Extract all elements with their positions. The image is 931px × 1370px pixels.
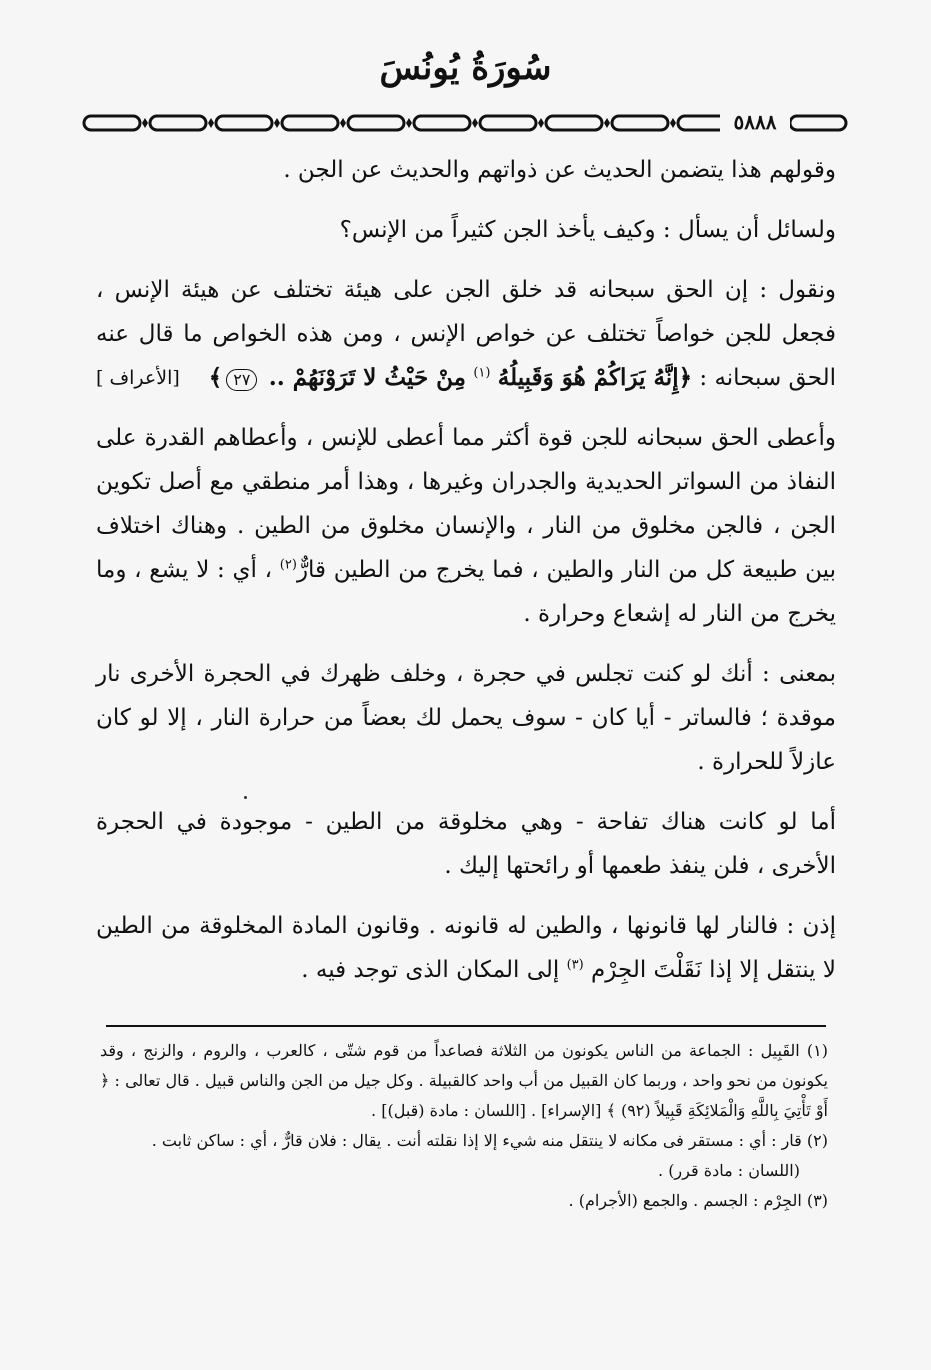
paragraph-2: ولسائل أن يسأل : وكيف يأخذ الجن كثيراً من الإنس؟ [339, 217, 836, 243]
paragraph-6: أما لو كانت هناك تفاحة - وهي مخلوقة من الطين - موجودة في الحجرة الأخرى ، فلن ينفذ طعمها أو رائحتها إليك . [96, 809, 836, 879]
footnote-3: (٣) الجِرْم : الجسم . والجمع (الأجرام) . [568, 1191, 828, 1210]
footnote-divider [106, 1025, 826, 1027]
footnotes [100, 1036, 828, 1216]
ayah-number-badge: ٢٧ [226, 369, 257, 391]
footnote-marker-1: (١) [473, 365, 491, 381]
paragraph-3-intro: ونقول : إن الحق سبحانه قد خلق الجن على هيئة تختلف عن هيئة الإنس ، فجعل للجن خواصاً تختلف عن خواص الإنس ، ومن هذه الخواص ما قال عنه الحق سبحانه : [96, 277, 836, 391]
paragraph-3 [96, 268, 836, 400]
footnote-marker-3: (٣) [566, 957, 584, 973]
paragraph-7-part-a: إذن : فالنار لها قانونها ، والطين له قانونه . وقانون المادة المخلوقة من الطين لا ينتقل إلا إذا نَقَلْتَ الجِرْم [96, 913, 836, 983]
main-text [96, 148, 836, 1008]
paragraph-1: وقولهم هذا يتضمن الحديث عن ذواتهم والحديث عن الجن . [283, 157, 836, 183]
footnote-1: (١) القَبِيل : الجماعة من الناس يكونون من الثلاثة فصاعداً من قوم شتّى ، كالعرب ، والروم ، والزنج ، وقد يكونون من نحو واحد ، وربما كان القبيل من أب واحد كالقبيلة . وكل جيل من الجن والناس قبيل . قال تعالى : ﴿ أَوْ تَأْتِيَ بِاللَّهِ وَالْمَلائِكَةِ قَبِيلاً (٩٢) ﴾ [الإسراء] . [اللسان : مادة (قبل)] . [100, 1041, 828, 1120]
page-number: ٥٨٨٨ [720, 110, 790, 134]
paragraph-5: بمعنى : أنك لو كنت تجلس في حجرة ، وخلف ظهرك في الحجرة الأخرى نار موقدة ؛ فالساتر - أيا كان - سوف يحمل لك بعضاً من حرارة النار ، إلا لو كان عازلاً للحرارة . [96, 661, 836, 775]
quran-verse-part-a: ﴿إِنَّهُ يَرَاكُمْ هُوَ وَقَبِيلُهُ [497, 364, 693, 391]
footnote-2: (٢) قار : أي : مستقر فى مكانه لا ينتقل منه شيء إلا إذا نقلته أنت . يقال : فلان قارٌّ ، أي : ساكن ثابت . [151, 1131, 828, 1150]
print-speck [244, 796, 247, 799]
quran-verse-part-b: مِنْ حَيْثُ لا تَرَوْنَهُمْ .. [268, 364, 466, 391]
surah-title: سُورَةُ يُونُسَ [379, 48, 552, 88]
surah-reference: [الأعراف ] [96, 367, 180, 389]
footnote-2-source: (اللسان : مادة قرر) . [658, 1161, 800, 1180]
verse-close-bracket: ﴾ [208, 364, 223, 391]
paragraph-4 [96, 416, 836, 636]
paragraph-4-part-b: ، أي : لا يشع ، وما يخرج من النار له إشعاع وحرارة . [96, 557, 836, 627]
paragraph-7-part-b: إلى المكان الذى توجد فيه . [301, 957, 560, 983]
paragraph-4-part-a: وأعطى الحق سبحانه للجن قوة أكثر مما أعطى للإنس ، وأعطاهم القدرة على النفاذ من السواتر الحديدية والجدران وغيرها ، وهذا أمر منطقي مع أصل تكوين الجن ، فالجن مخلوق من النار ، والإنسان مخلوق من الطين . وهناك اختلاف بين طبيعة كل من النار والطين ، فما يخرج من الطين قارٌّ [96, 425, 837, 583]
footnote-marker-2: (٢) [279, 557, 297, 573]
paragraph-7 [96, 904, 836, 992]
